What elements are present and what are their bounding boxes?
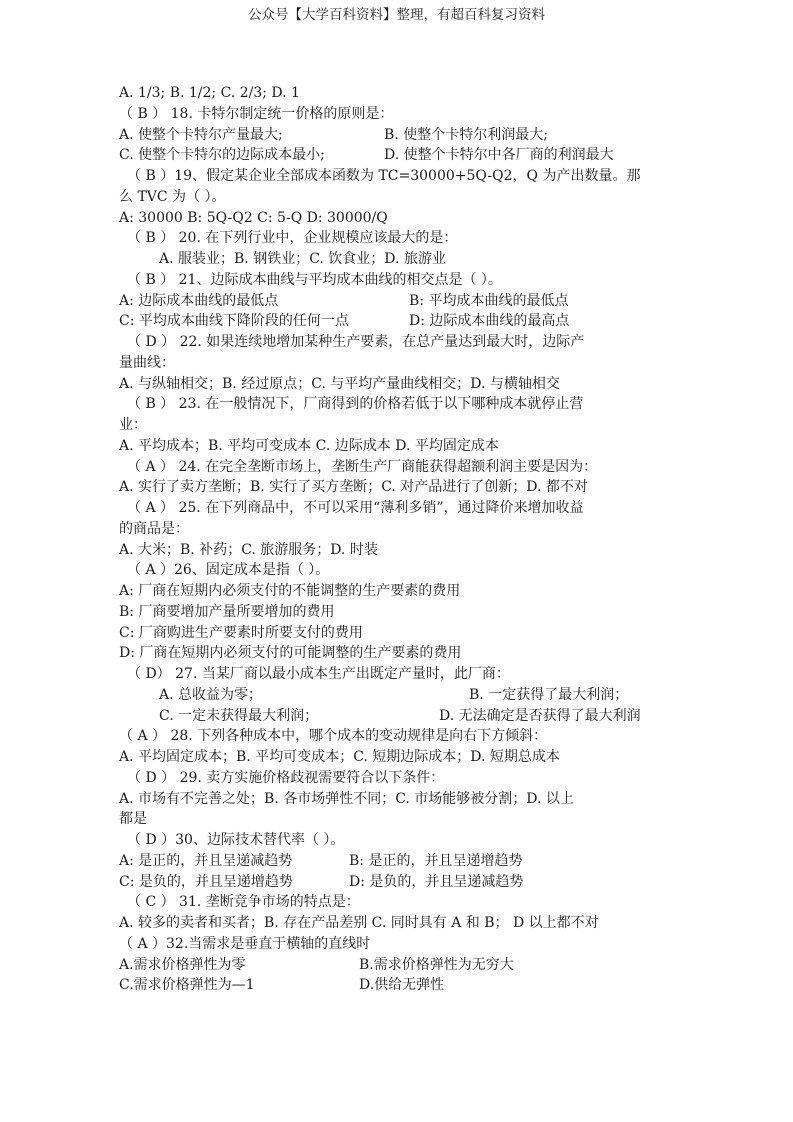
text-segment: （ D ） 22. 如果连续地增加某种生产要素，在总产量达到最大时，边际产 bbox=[127, 334, 585, 350]
text-segment: A. 总收益为零； bbox=[159, 686, 263, 703]
text-line bbox=[119, 664, 679, 685]
text-segment: B: 是正的，并且呈递增趋势 bbox=[349, 852, 523, 869]
text-segment: （ A ） 28. 下列各种成本中，哪个成本的变动规律是向右下方倾斜： bbox=[119, 728, 548, 745]
text-line bbox=[119, 747, 679, 768]
text-segment: B: 厂商要增加产量所要增加的费用 bbox=[119, 603, 335, 620]
text-segment: 量曲线： bbox=[119, 354, 175, 371]
text-segment: A. 与纵轴相交；B. 经过原点；C. 与平均产量曲线相交；D. 与横轴相交 bbox=[119, 375, 560, 392]
text-line bbox=[119, 477, 679, 498]
text-line bbox=[119, 975, 679, 996]
text-segment: A: 边际成本曲线的最低点 bbox=[119, 292, 279, 309]
text-segment: A. 大米；B. 补药；C. 旅游服务；D. 时装 bbox=[119, 541, 378, 558]
text-segment: （ B ） 21、边际成本曲线与平均成本曲线的相交点是（ ）。 bbox=[127, 271, 502, 288]
text-segment: A: 厂商在短期内必须支付的不能调整的生产要素的费用 bbox=[119, 583, 461, 599]
text-segment: D: 是负的，并且呈递减趋势 bbox=[349, 873, 524, 890]
text-line bbox=[119, 249, 679, 270]
text-segment: A: 30000 B: 5Q-Q2 C: 5-Q D: 30000/Q bbox=[119, 209, 388, 226]
text-segment: （ D ）30、边际技术替代率（ ）。 bbox=[127, 832, 345, 848]
text-line bbox=[119, 685, 679, 706]
text-segment: A. 平均固定成本；B. 平均可变成本；C. 短期边际成本；D. 短期总成本 bbox=[119, 749, 560, 765]
text-line bbox=[119, 208, 679, 229]
text-segment: A. 较多的卖者和买者；B. 存在产品差别 C. 同时具有 A 和 B； D 以上都不对 bbox=[119, 915, 599, 931]
text-segment: （ A ） 24. 在完全垄断市场上，垄断生产厂商能获得超额利润主要是因为： bbox=[127, 458, 598, 475]
text-line bbox=[119, 872, 679, 893]
text-line bbox=[119, 374, 679, 395]
text-line bbox=[119, 436, 679, 457]
text-segment: （ D ） 29. 卖方实施价格歧视需要符合以下条件： bbox=[127, 769, 445, 786]
text-line bbox=[119, 809, 679, 830]
text-line bbox=[119, 540, 679, 561]
text-segment: D. 无法确定是否获得了最大利润 bbox=[439, 707, 641, 724]
text-segment: 业： bbox=[119, 417, 147, 433]
text-line bbox=[119, 104, 679, 125]
text-segment: B. 一定获得了最大利润； bbox=[469, 686, 629, 703]
text-segment: 的商品是： bbox=[119, 520, 189, 537]
text-segment: A. 使整个卡特尔产量最大; bbox=[119, 126, 283, 143]
text-line bbox=[119, 913, 679, 934]
text-line bbox=[119, 166, 679, 187]
text-line bbox=[119, 726, 679, 747]
text-line bbox=[119, 353, 679, 374]
text-line bbox=[119, 415, 679, 436]
text-line bbox=[119, 623, 679, 644]
text-line bbox=[119, 643, 679, 664]
text-line bbox=[119, 602, 679, 623]
text-line bbox=[119, 851, 679, 872]
text-segment: D. 使整个卡特尔中各厂商的利润最大 bbox=[384, 147, 614, 164]
text-line bbox=[119, 145, 679, 166]
text-segment: D.供给无弹性 bbox=[359, 977, 445, 994]
text-line bbox=[119, 830, 679, 851]
text-segment: （ A ）26、固定成本是指（ ）。 bbox=[127, 562, 330, 579]
text-segment: A. 平均成本；B. 平均可变成本 C. 边际成本 D. 平均固定成本 bbox=[119, 437, 499, 454]
text-segment: A.需求价格弹性为零 bbox=[119, 956, 246, 973]
text-line bbox=[119, 519, 679, 540]
text-segment: （ B ） 20. 在下列行业中，企业规模应该最大的是： bbox=[127, 230, 458, 247]
text-line bbox=[119, 270, 679, 291]
text-segment: C: 是负的，并且呈递增趋势 bbox=[119, 873, 293, 890]
text-segment: C: 平均成本曲线下降阶段的任何一点 bbox=[119, 313, 349, 330]
text-segment: B.需求价格弹性为无穷大 bbox=[359, 956, 514, 973]
text-line bbox=[119, 498, 679, 519]
text-segment: B. 使整个卡特尔利润最大; bbox=[384, 126, 548, 143]
text-line bbox=[119, 706, 679, 727]
text-segment: C. 一定未获得最大利润； bbox=[159, 707, 319, 724]
text-segment: B: 平均成本曲线的最低点 bbox=[409, 292, 569, 309]
text-segment: A. 实行了卖方垄断；B. 实行了买方垄断；C. 对产品进行了创新；D. 都不对 bbox=[119, 479, 588, 496]
text-segment: （ C ） 31. 垄断竞争市场的特点是： bbox=[127, 894, 360, 911]
text-segment: D: 厂商在短期内必须支付的可能调整的生产要素的费用 bbox=[119, 645, 462, 662]
text-line bbox=[119, 228, 679, 249]
text-segment: （ A ）32.当需求是垂直于横轴的直线时 bbox=[119, 935, 371, 952]
text-segment: 都是 bbox=[119, 811, 147, 828]
text-line bbox=[119, 291, 679, 312]
text-segment: 么 TVC 为（ ）。 bbox=[119, 188, 226, 205]
text-segment: C: 厂商购进生产要素时所要支付的费用 bbox=[119, 624, 363, 641]
text-segment: （ B ）19、假定某企业全部成本函数为 TC=30000+5Q-Q2，Q 为产出数量。那 bbox=[127, 168, 641, 184]
text-line bbox=[119, 311, 679, 332]
text-line bbox=[119, 560, 679, 581]
text-line bbox=[119, 768, 679, 789]
text-segment: A. 市场有不完善之处；B. 各市场弹性不同；C. 市场能够被分割；D. 以上 bbox=[119, 790, 574, 807]
text-segment: （ D） 27. 当某厂商以最小成本生产出既定产量时，此厂商： bbox=[127, 666, 510, 682]
page-header: 公众号【大学百科资料】整理，有超百科复习资料 bbox=[248, 7, 545, 23]
text-line bbox=[119, 83, 679, 104]
text-segment: C.需求价格弹性为—1 bbox=[119, 977, 255, 994]
text-line bbox=[119, 789, 679, 810]
text-segment: （ B ） 23. 在一般情况下，厂商得到的价格若低于以下哪种成本就停止营 bbox=[127, 396, 584, 413]
text-line bbox=[119, 934, 679, 955]
text-segment: A: 是正的，并且呈递减趋势 bbox=[119, 852, 293, 869]
text-segment: C. 使整个卡特尔的边际成本最小; bbox=[119, 147, 325, 164]
text-segment: （ A ） 25. 在下列商品中，不可以采用“薄利多销”，通过降价来增加收益 bbox=[127, 500, 584, 516]
text-line bbox=[119, 332, 679, 353]
text-segment: D: 边际成本曲线的最高点 bbox=[409, 313, 570, 330]
text-line bbox=[119, 581, 679, 602]
text-line bbox=[119, 955, 679, 976]
text-line bbox=[119, 187, 679, 208]
text-segment: （ B ） 18. 卡特尔制定统一价格的原则是： bbox=[119, 105, 394, 122]
document-body bbox=[119, 83, 679, 996]
text-line bbox=[119, 125, 679, 146]
text-segment: A. 服装业；B. 钢铁业；C. 饮食业；D. 旅游业 bbox=[159, 251, 446, 267]
text-line bbox=[119, 457, 679, 478]
text-line bbox=[119, 892, 679, 913]
text-line bbox=[119, 394, 679, 415]
text-segment: A. 1/3; B. 1/2; C. 2/3; D. 1 bbox=[119, 85, 300, 101]
